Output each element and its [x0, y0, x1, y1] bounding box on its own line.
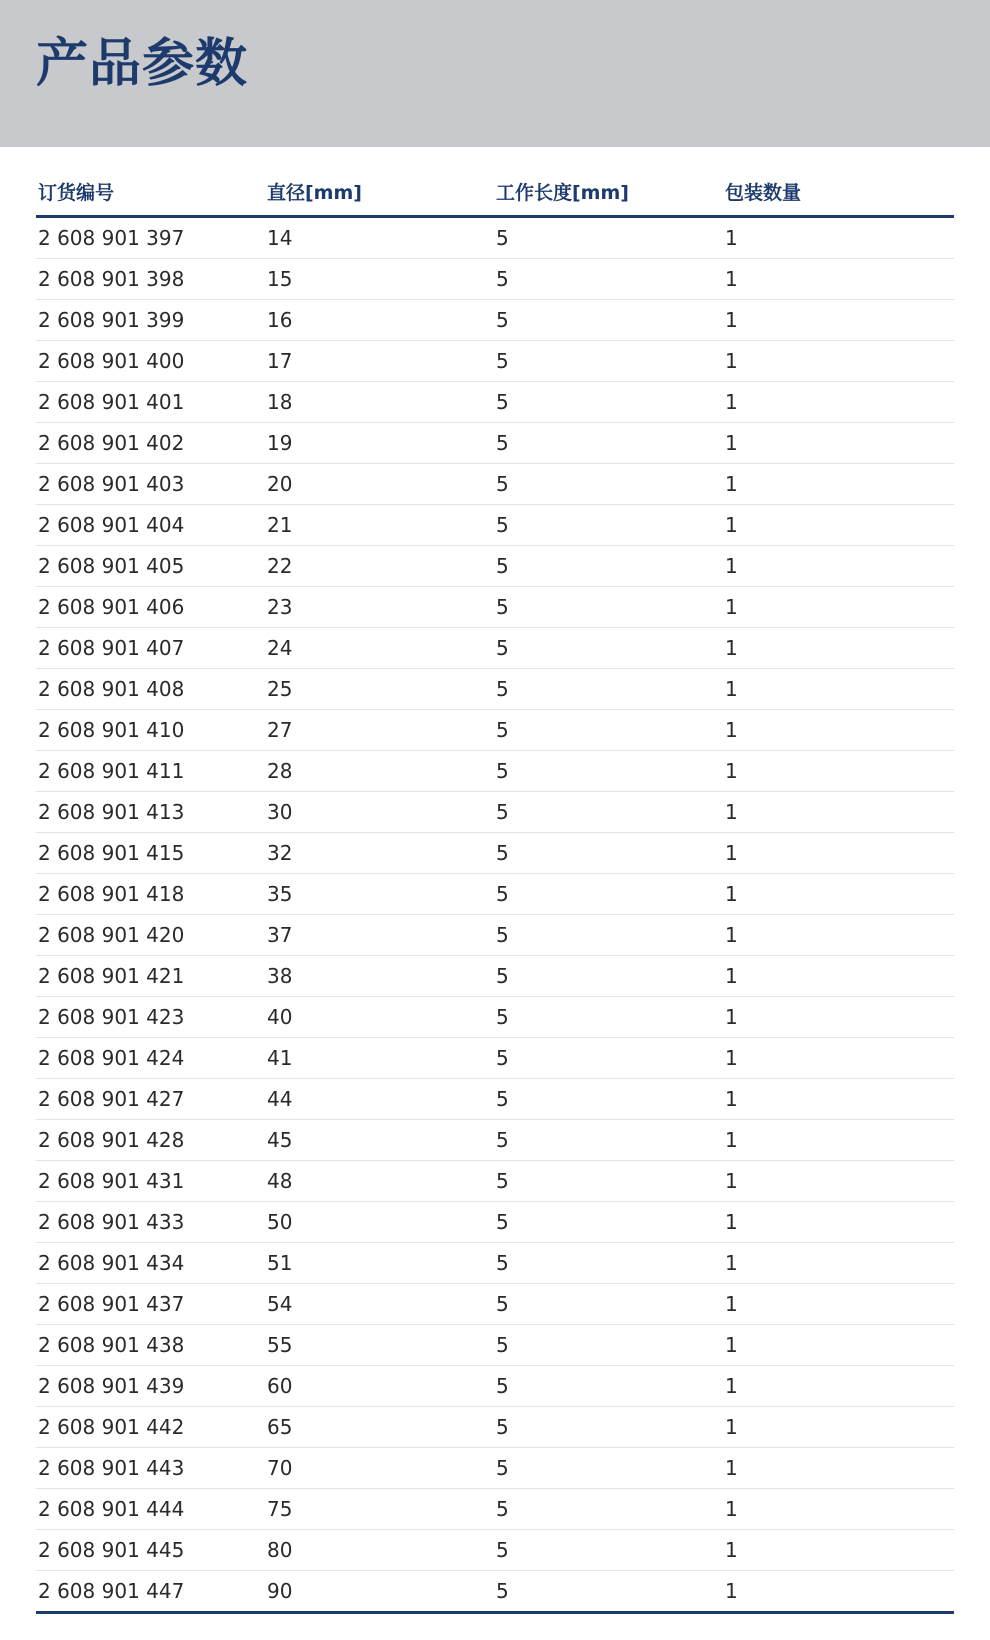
order-number-cell: 2 608 901 398	[36, 259, 265, 300]
diameter-cell: 60	[265, 1366, 494, 1407]
pack-quantity-cell: 1	[723, 1530, 954, 1571]
working-length-cell: 5	[494, 1202, 723, 1243]
table-row	[36, 1079, 954, 1120]
diameter-cell: 41	[265, 1038, 494, 1079]
order-number-cell: 2 608 901 405	[36, 546, 265, 587]
column-header-working-length: 工作长度[mm]	[494, 168, 723, 217]
diameter-cell: 80	[265, 1530, 494, 1571]
diameter-cell: 20	[265, 464, 494, 505]
table-row	[36, 1366, 954, 1407]
diameter-cell: 16	[265, 300, 494, 341]
pack-quantity-cell: 1	[723, 587, 954, 628]
table-row	[36, 1202, 954, 1243]
order-number-cell: 2 608 901 415	[36, 833, 265, 874]
diameter-cell: 65	[265, 1407, 494, 1448]
working-length-cell: 5	[494, 1407, 723, 1448]
pack-quantity-cell: 1	[723, 915, 954, 956]
table-body	[36, 217, 954, 1613]
working-length-cell: 5	[494, 1161, 723, 1202]
order-number-cell: 2 608 901 423	[36, 997, 265, 1038]
table-row	[36, 1530, 954, 1571]
order-number-cell: 2 608 901 397	[36, 217, 265, 259]
diameter-cell: 21	[265, 505, 494, 546]
diameter-cell: 30	[265, 792, 494, 833]
pack-quantity-cell: 1	[723, 1448, 954, 1489]
working-length-cell: 5	[494, 915, 723, 956]
order-number-cell: 2 608 901 408	[36, 669, 265, 710]
pack-quantity-cell: 1	[723, 1038, 954, 1079]
working-length-cell: 5	[494, 628, 723, 669]
table-row	[36, 587, 954, 628]
working-length-cell: 5	[494, 1284, 723, 1325]
table-row	[36, 1120, 954, 1161]
working-length-cell: 5	[494, 464, 723, 505]
diameter-cell: 54	[265, 1284, 494, 1325]
diameter-cell: 14	[265, 217, 494, 259]
diameter-cell: 45	[265, 1120, 494, 1161]
order-number-cell: 2 608 901 443	[36, 1448, 265, 1489]
diameter-cell: 23	[265, 587, 494, 628]
diameter-cell: 35	[265, 874, 494, 915]
order-number-cell: 2 608 901 424	[36, 1038, 265, 1079]
pack-quantity-cell: 1	[723, 1161, 954, 1202]
pack-quantity-cell: 1	[723, 1366, 954, 1407]
working-length-cell: 5	[494, 1366, 723, 1407]
working-length-cell: 5	[494, 1120, 723, 1161]
table-row	[36, 669, 954, 710]
order-number-cell: 2 608 901 437	[36, 1284, 265, 1325]
working-length-cell: 5	[494, 587, 723, 628]
order-number-cell: 2 608 901 428	[36, 1120, 265, 1161]
column-header-order-number: 订货编号	[36, 168, 265, 217]
order-number-cell: 2 608 901 400	[36, 341, 265, 382]
order-number-cell: 2 608 901 404	[36, 505, 265, 546]
pack-quantity-cell: 1	[723, 1325, 954, 1366]
order-number-cell: 2 608 901 427	[36, 1079, 265, 1120]
order-number-cell: 2 608 901 411	[36, 751, 265, 792]
diameter-cell: 24	[265, 628, 494, 669]
diameter-cell: 28	[265, 751, 494, 792]
table-header-row	[36, 168, 954, 217]
order-number-cell: 2 608 901 399	[36, 300, 265, 341]
order-number-cell: 2 608 901 402	[36, 423, 265, 464]
header-band	[0, 0, 990, 147]
table-row	[36, 1161, 954, 1202]
table-row	[36, 300, 954, 341]
working-length-cell: 5	[494, 1489, 723, 1530]
table-row	[36, 382, 954, 423]
working-length-cell: 5	[494, 1448, 723, 1489]
table-row	[36, 833, 954, 874]
page-title: 产品参数	[36, 34, 249, 94]
diameter-cell: 18	[265, 382, 494, 423]
table-row	[36, 1571, 954, 1613]
diameter-cell: 90	[265, 1571, 494, 1613]
order-number-cell: 2 608 901 439	[36, 1366, 265, 1407]
working-length-cell: 5	[494, 1530, 723, 1571]
working-length-cell: 5	[494, 1243, 723, 1284]
diameter-cell: 40	[265, 997, 494, 1038]
table-row	[36, 1243, 954, 1284]
pack-quantity-cell: 1	[723, 792, 954, 833]
table-row	[36, 1038, 954, 1079]
working-length-cell: 5	[494, 259, 723, 300]
working-length-cell: 5	[494, 546, 723, 587]
diameter-cell: 44	[265, 1079, 494, 1120]
table-row	[36, 956, 954, 997]
working-length-cell: 5	[494, 300, 723, 341]
pack-quantity-cell: 1	[723, 1243, 954, 1284]
order-number-cell: 2 608 901 434	[36, 1243, 265, 1284]
table-row	[36, 1489, 954, 1530]
diameter-cell: 17	[265, 341, 494, 382]
diameter-cell: 22	[265, 546, 494, 587]
table-row	[36, 915, 954, 956]
order-number-cell: 2 608 901 420	[36, 915, 265, 956]
pack-quantity-cell: 1	[723, 997, 954, 1038]
product-spec-table	[36, 168, 954, 1614]
table-row	[36, 710, 954, 751]
diameter-cell: 25	[265, 669, 494, 710]
diameter-cell: 75	[265, 1489, 494, 1530]
order-number-cell: 2 608 901 401	[36, 382, 265, 423]
column-header-pack-quantity: 包装数量	[723, 168, 954, 217]
table-row	[36, 423, 954, 464]
working-length-cell: 5	[494, 382, 723, 423]
pack-quantity-cell: 1	[723, 1079, 954, 1120]
diameter-cell: 27	[265, 710, 494, 751]
diameter-cell: 70	[265, 1448, 494, 1489]
table-row	[36, 792, 954, 833]
diameter-cell: 48	[265, 1161, 494, 1202]
working-length-cell: 5	[494, 217, 723, 259]
table-row	[36, 1284, 954, 1325]
order-number-cell: 2 608 901 406	[36, 587, 265, 628]
table-row	[36, 505, 954, 546]
order-number-cell: 2 608 901 431	[36, 1161, 265, 1202]
table-row	[36, 259, 954, 300]
working-length-cell: 5	[494, 710, 723, 751]
order-number-cell: 2 608 901 444	[36, 1489, 265, 1530]
diameter-cell: 32	[265, 833, 494, 874]
working-length-cell: 5	[494, 874, 723, 915]
diameter-cell: 15	[265, 259, 494, 300]
pack-quantity-cell: 1	[723, 751, 954, 792]
pack-quantity-cell: 1	[723, 464, 954, 505]
order-number-cell: 2 608 901 410	[36, 710, 265, 751]
pack-quantity-cell: 1	[723, 423, 954, 464]
diameter-cell: 19	[265, 423, 494, 464]
table-row	[36, 1325, 954, 1366]
order-number-cell: 2 608 901 421	[36, 956, 265, 997]
table-row	[36, 341, 954, 382]
pack-quantity-cell: 1	[723, 300, 954, 341]
working-length-cell: 5	[494, 1079, 723, 1120]
working-length-cell: 5	[494, 1571, 723, 1613]
pack-quantity-cell: 1	[723, 1202, 954, 1243]
working-length-cell: 5	[494, 751, 723, 792]
order-number-cell: 2 608 901 413	[36, 792, 265, 833]
working-length-cell: 5	[494, 669, 723, 710]
working-length-cell: 5	[494, 423, 723, 464]
table-row	[36, 1407, 954, 1448]
pack-quantity-cell: 1	[723, 341, 954, 382]
pack-quantity-cell: 1	[723, 259, 954, 300]
working-length-cell: 5	[494, 341, 723, 382]
order-number-cell: 2 608 901 403	[36, 464, 265, 505]
pack-quantity-cell: 1	[723, 1407, 954, 1448]
pack-quantity-cell: 1	[723, 874, 954, 915]
diameter-cell: 37	[265, 915, 494, 956]
working-length-cell: 5	[494, 956, 723, 997]
table-row	[36, 217, 954, 259]
order-number-cell: 2 608 901 418	[36, 874, 265, 915]
order-number-cell: 2 608 901 433	[36, 1202, 265, 1243]
table-row	[36, 628, 954, 669]
working-length-cell: 5	[494, 1325, 723, 1366]
order-number-cell: 2 608 901 442	[36, 1407, 265, 1448]
table-row	[36, 464, 954, 505]
order-number-cell: 2 608 901 447	[36, 1571, 265, 1613]
order-number-cell: 2 608 901 438	[36, 1325, 265, 1366]
pack-quantity-cell: 1	[723, 382, 954, 423]
pack-quantity-cell: 1	[723, 628, 954, 669]
pack-quantity-cell: 1	[723, 1489, 954, 1530]
pack-quantity-cell: 1	[723, 956, 954, 997]
table-row	[36, 546, 954, 587]
diameter-cell: 51	[265, 1243, 494, 1284]
diameter-cell: 55	[265, 1325, 494, 1366]
diameter-cell: 38	[265, 956, 494, 997]
diameter-cell: 50	[265, 1202, 494, 1243]
order-number-cell: 2 608 901 407	[36, 628, 265, 669]
table-row	[36, 1448, 954, 1489]
working-length-cell: 5	[494, 1038, 723, 1079]
pack-quantity-cell: 1	[723, 546, 954, 587]
table-row	[36, 751, 954, 792]
pack-quantity-cell: 1	[723, 1284, 954, 1325]
working-length-cell: 5	[494, 833, 723, 874]
pack-quantity-cell: 1	[723, 1571, 954, 1613]
table-row	[36, 874, 954, 915]
pack-quantity-cell: 1	[723, 710, 954, 751]
pack-quantity-cell: 1	[723, 833, 954, 874]
working-length-cell: 5	[494, 792, 723, 833]
pack-quantity-cell: 1	[723, 217, 954, 259]
working-length-cell: 5	[494, 505, 723, 546]
working-length-cell: 5	[494, 997, 723, 1038]
pack-quantity-cell: 1	[723, 1120, 954, 1161]
pack-quantity-cell: 1	[723, 669, 954, 710]
order-number-cell: 2 608 901 445	[36, 1530, 265, 1571]
column-header-diameter: 直径[mm]	[265, 168, 494, 217]
pack-quantity-cell: 1	[723, 505, 954, 546]
table-row	[36, 997, 954, 1038]
